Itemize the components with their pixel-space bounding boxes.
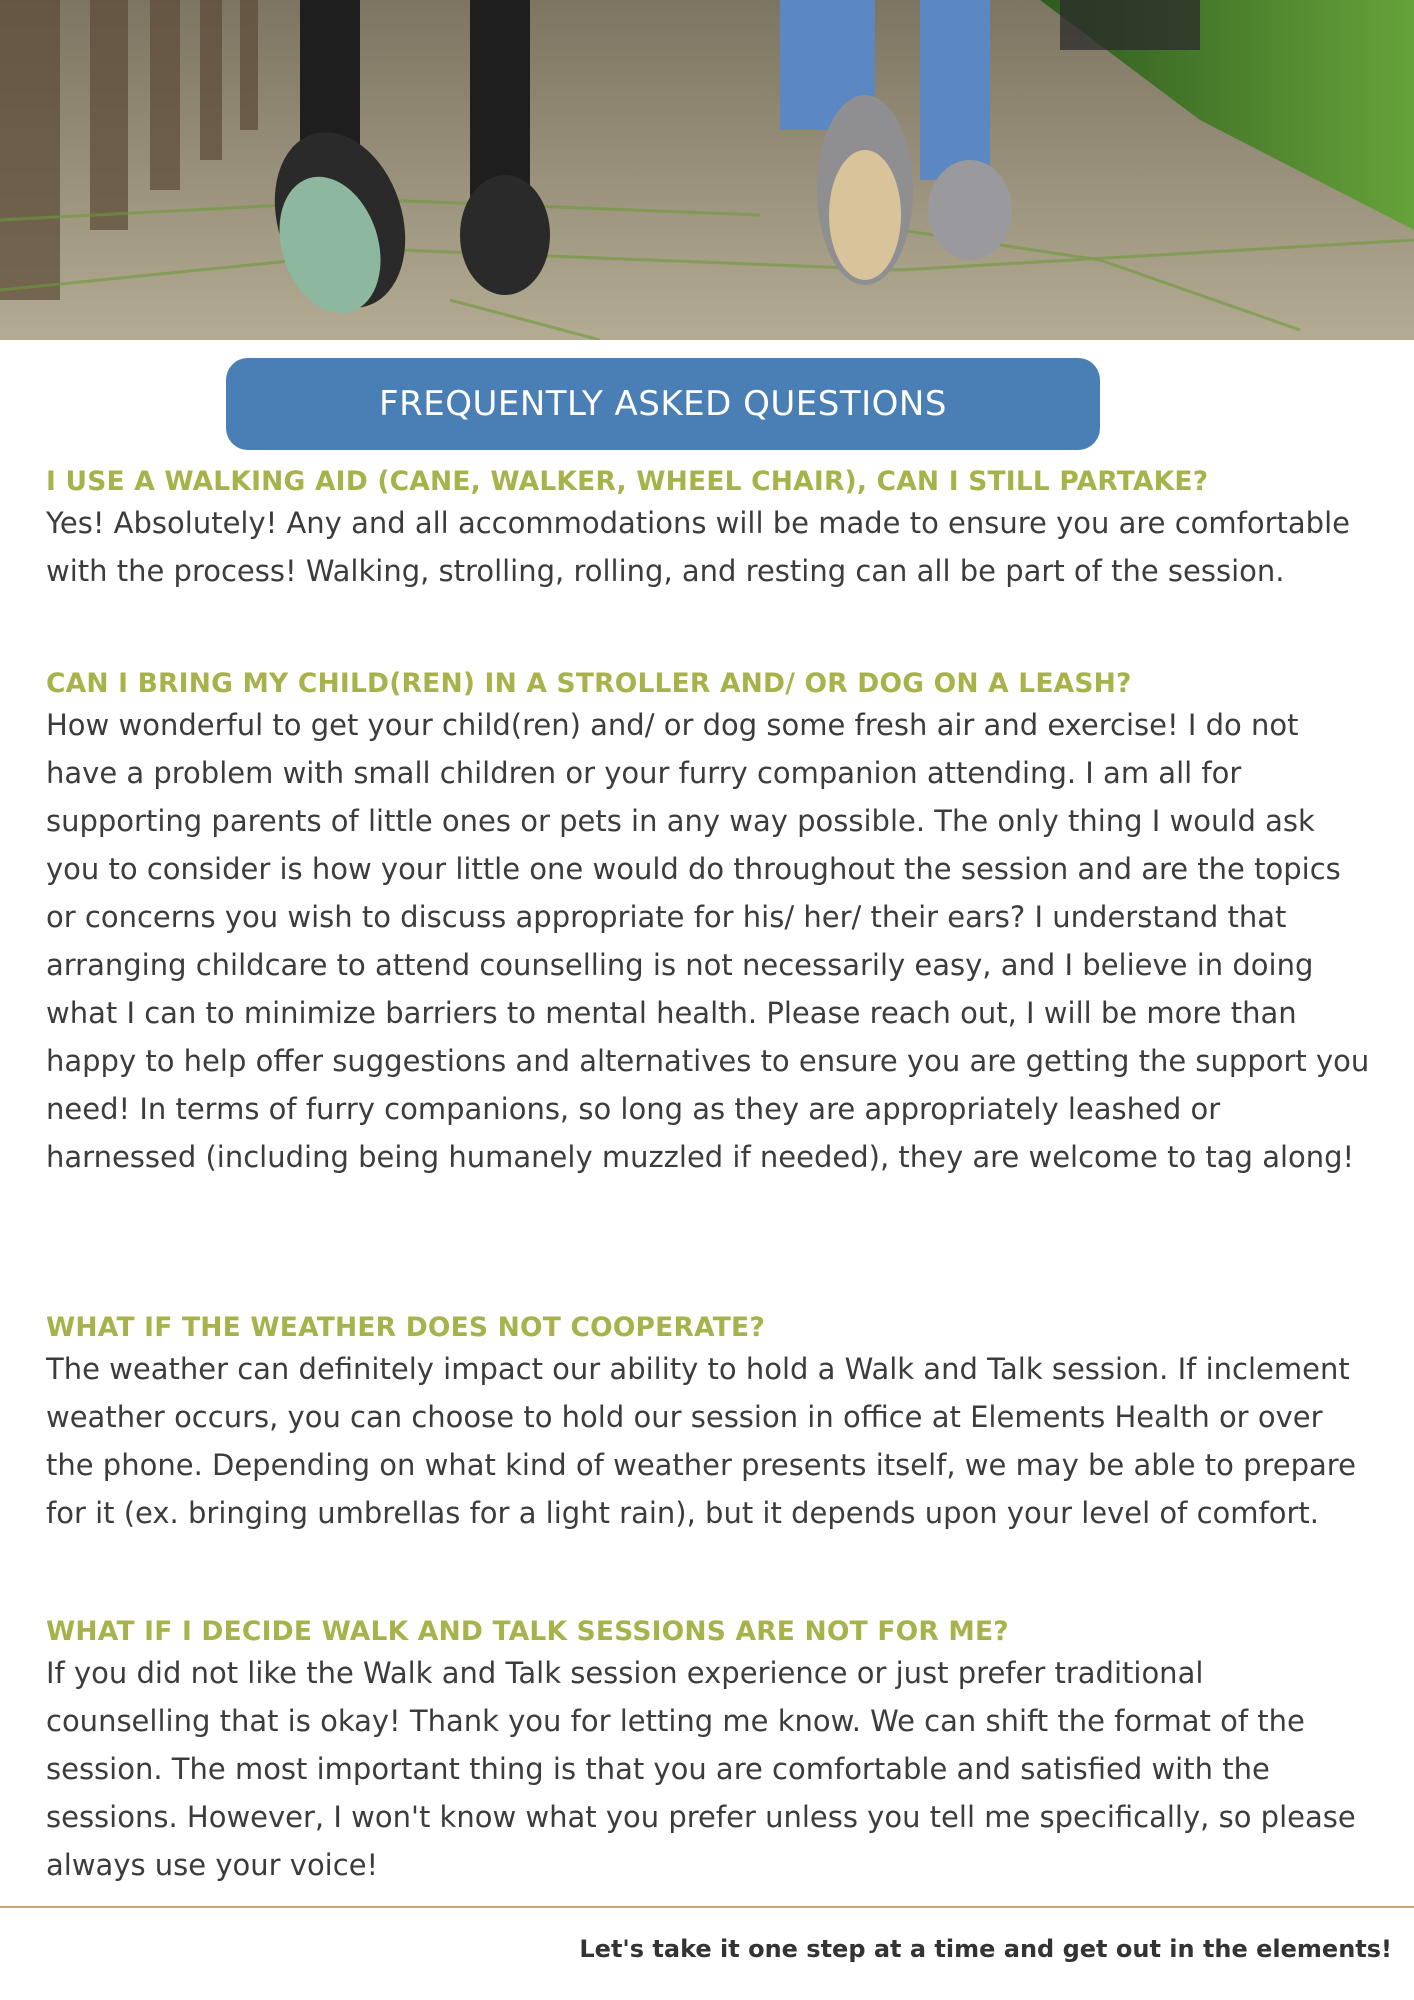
hero-photo — [0, 0, 1414, 340]
faq-answer: If you did not like the Walk and Talk session experience or just prefer traditional counselling that is okay! Thank you for letting me know. We can shift the format of the session. The most important thing is that you are comfortable and satisfied with the sessions. However, I won't know what you prefer unless you tell me specifically, so please always use your voice! — [46, 1656, 1356, 1882]
faq-item-weather — [46, 1312, 1376, 1537]
faq-answer: Yes! Absolutely! Any and all accommodations will be made to ensure you are comfortable with the process! Walking, strolling, rolling, and resting can all be part of the session. — [46, 506, 1350, 588]
faq-question: WHAT IF I DECIDE WALK AND TALK SESSIONS ARE NOT FOR ME? — [46, 1616, 1009, 1647]
walking-path-illustration — [0, 0, 1414, 340]
footer-divider — [0, 1906, 1414, 1908]
faq-answer: How wonderful to get your child(ren) and/ or dog some fresh air and exercise! I do not have a problem with small children or your furry companion attending. I am all for supporting parents of little ones or pets in any way possible. The only thing I would ask you to consider is how your little one would do throughout the session and are the topics or concerns you wish to discuss appropriate for his/ her/ their ears? I understand that arranging childcare to attend counselling is not necessarily easy, and I believe in doing what I can to minimize barriers to mental health. Please reach out, I will be more than happy to help offer suggestions and alternatives to ensure you are getting the support you need! In terms of furry companions, so long as they are appropriately leashed or harnessed (including being humanely muzzled if needed), they are welcome to tag along! — [46, 708, 1370, 1174]
footer-tagline: Let's take it one step at a time and get out in the elements! — [579, 1935, 1392, 1963]
faq-question: WHAT IF THE WEATHER DOES NOT COOPERATE? — [46, 1312, 765, 1343]
faq-question: CAN I BRING MY CHILD(REN) IN A STROLLER AND/ OR DOG ON A LEASH? — [46, 668, 1132, 699]
faq-question: I USE A WALKING AID (CANE, WALKER, WHEEL CHAIR), CAN I STILL PARTAKE? — [46, 466, 1209, 497]
faq-item-walking-aid — [46, 466, 1376, 595]
faq-banner-title: FREQUENTLY ASKED QUESTIONS — [379, 384, 947, 424]
faq-item-child-dog — [46, 668, 1376, 1181]
faq-answer: The weather can definitely impact our ability to hold a Walk and Talk session. If inclement weather occurs, you can choose to hold our session in office at Elements Health or over the phone. Depending on what kind of weather presents itself, we may be able to prepare for it (ex. bringing umbrellas for a light rain), but it depends upon your level of comfort. — [46, 1352, 1356, 1530]
faq-banner — [226, 358, 1100, 450]
faq-item-not-for-me — [46, 1616, 1376, 1889]
